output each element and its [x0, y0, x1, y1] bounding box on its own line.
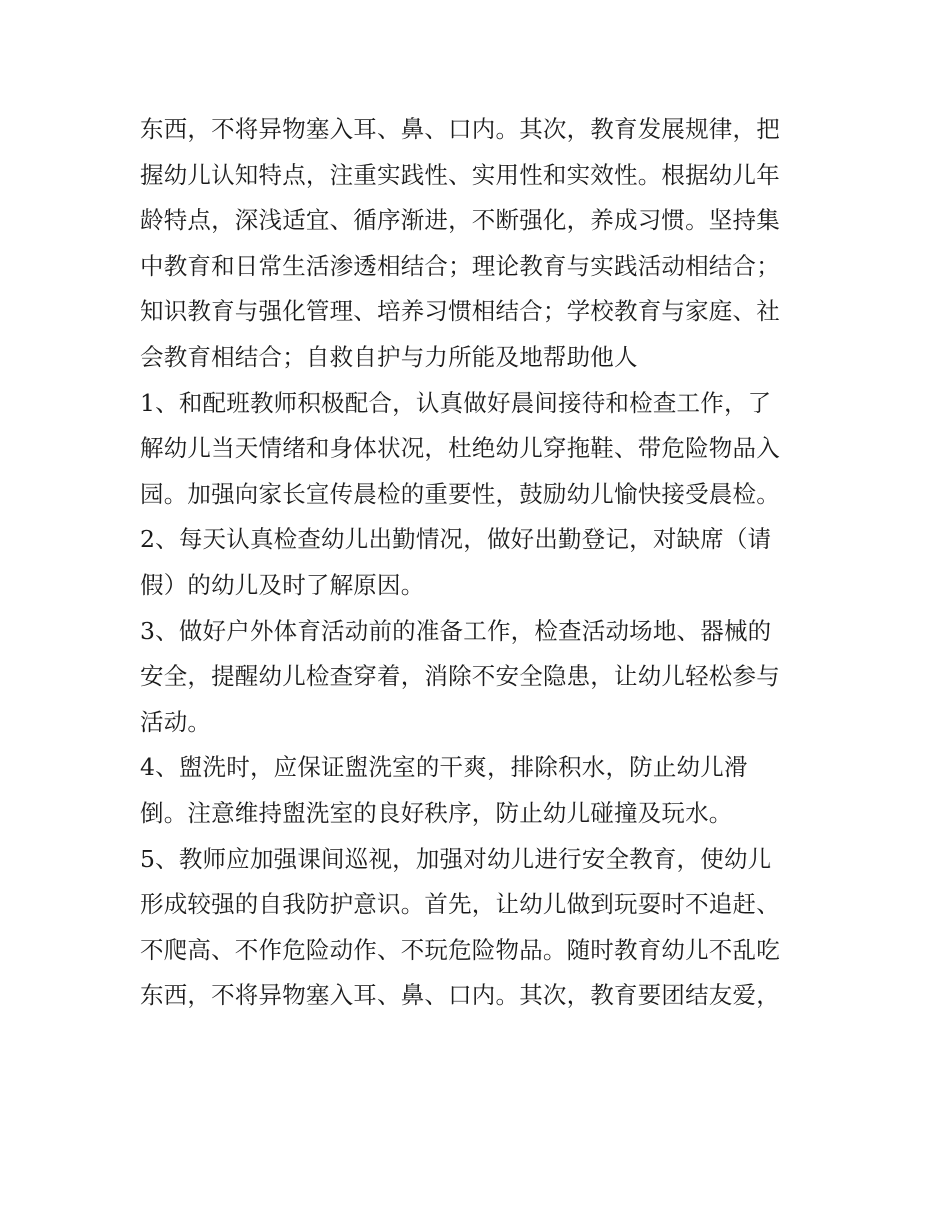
text-line: 中教育和日常生活渗透相结合；理论教育与实践活动相结合； — [140, 251, 780, 280]
text-line: 握幼儿认知特点，注重实践性、实用性和实效性。根据幼儿年 — [140, 160, 780, 189]
list-item-3-line: 3、做好户外体育活动前的准备工作，检查活动场地、器械的 — [140, 616, 772, 645]
text-line: 不爬高、不作危险动作、不玩危险物品。随时教育幼儿不乱吃 — [140, 935, 780, 964]
list-item-2-line: 2、每天认真检查幼儿出勤情况，做好出勤登记，对缺席（请 — [140, 525, 772, 554]
text-line: 安全，提醒幼儿检查穿着，消除不安全隐患，让幼儿轻松参与 — [140, 662, 780, 691]
text-line: 会教育相结合；自救自护与力所能及地帮助他人 — [140, 342, 638, 371]
text-line: 假）的幼儿及时了解原因。 — [140, 570, 425, 599]
list-item-1-line: 1、和配班教师积极配合，认真做好晨间接待和检查工作，了 — [140, 388, 772, 417]
text-line: 东西，不将异物塞入耳、鼻、口内。其次，教育发展规律，把 — [140, 115, 780, 143]
document-body — [140, 107, 820, 1019]
text-line: 园。加强向家长宣传晨检的重要性，鼓励幼儿愉快接受晨检。 — [140, 479, 780, 508]
text-line: 东西，不将异物塞入耳、鼻、口内。其次，教育要团结友爱， — [140, 981, 780, 1010]
list-item-5-line: 5、教师应加强课间巡视，加强对幼儿进行安全教育，使幼儿 — [140, 844, 772, 873]
list-item-4-line: 4、盥洗时，应保证盥洗室的干爽，排除积水，防止幼儿滑 — [140, 753, 748, 782]
text-line: 知识教育与强化管理、培养习惯相结合；学校教育与家庭、社 — [140, 297, 780, 326]
text-line: 倒。注意维持盥洗室的良好秩序，防止幼儿碰撞及玩水。 — [140, 798, 733, 827]
text-line: 活动。 — [140, 707, 212, 736]
text-line: 解幼儿当天情绪和身体状况，杜绝幼儿穿拖鞋、带危险物品入 — [140, 434, 780, 463]
text-line: 龄特点，深浅适宜、循序渐进，不断强化，养成习惯。坚持集 — [140, 206, 780, 235]
text-line: 形成较强的自我防护意识。首先，让幼儿做到玩耍时不追赶、 — [140, 890, 780, 919]
